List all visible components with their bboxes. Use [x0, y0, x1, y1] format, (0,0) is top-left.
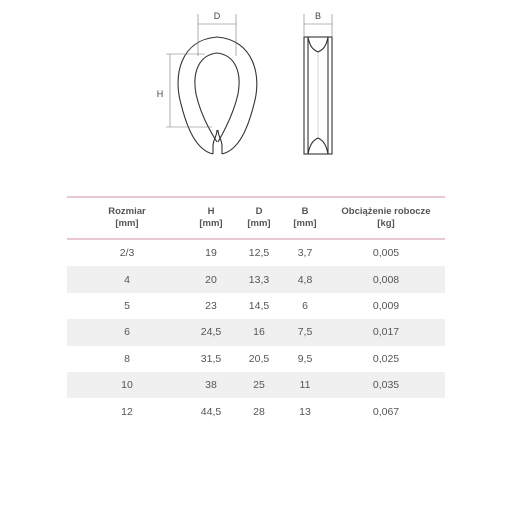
cell-load: 0,009 [372, 299, 400, 312]
header-size-unit: [mm] [115, 218, 139, 229]
cell-d: 14,5 [248, 299, 270, 312]
cell-load: 0,067 [372, 405, 400, 418]
table-header-row [67, 198, 445, 240]
cell-load: 0,005 [372, 247, 400, 260]
cell-size: 5 [124, 299, 130, 312]
header-b-unit: [mm] [293, 218, 317, 229]
specification-table [67, 196, 445, 425]
cell-d: 25 [253, 379, 265, 392]
header-h-unit: [mm] [199, 218, 223, 229]
cell-load: 0,025 [372, 352, 400, 365]
cell-d: 13,3 [248, 273, 270, 286]
header-size [67, 206, 187, 230]
dimension-h-label: H [156, 89, 164, 99]
header-b [283, 206, 327, 230]
cell-h: 24,5 [200, 326, 222, 339]
table-row [67, 319, 445, 345]
cell-h: 31,5 [200, 352, 222, 365]
cell-h: 44,5 [200, 405, 222, 418]
header-load [327, 206, 445, 230]
table-row [67, 240, 445, 266]
cell-load: 0,035 [372, 379, 400, 392]
cell-size: 6 [124, 326, 130, 339]
dimension-h [166, 54, 212, 127]
cell-h: 38 [205, 379, 217, 392]
cell-size: 8 [124, 352, 130, 365]
cell-d: 28 [253, 405, 265, 418]
table-row [67, 346, 445, 372]
cell-d: 20,5 [248, 352, 270, 365]
dimension-b-label: B [314, 11, 322, 21]
cell-d: 16 [253, 326, 265, 339]
header-d-unit: [mm] [247, 218, 271, 229]
cell-h: 23 [205, 299, 217, 312]
cell-b: 4,8 [297, 273, 313, 286]
header-h-name: H [207, 206, 215, 217]
header-h [187, 206, 235, 230]
table-row [67, 398, 445, 424]
header-d [235, 206, 283, 230]
header-load-name: Obciążenie robocze [341, 206, 431, 217]
cell-size: 12 [121, 405, 133, 418]
cell-b: 13 [299, 405, 311, 418]
header-load-unit: [kg] [377, 218, 395, 229]
cell-b: 3,7 [297, 247, 313, 260]
table-row [67, 266, 445, 292]
thimble-side-view [304, 37, 332, 154]
thimble-drawing-svg [0, 0, 512, 170]
cell-size: 4 [124, 273, 130, 286]
cell-h: 19 [205, 247, 217, 260]
table-row [67, 293, 445, 319]
cell-size: 10 [121, 379, 133, 392]
header-b-name: B [301, 206, 309, 217]
cell-load: 0,017 [372, 326, 400, 339]
cell-h: 20 [205, 273, 217, 286]
cell-b: 7,5 [297, 326, 313, 339]
cell-b: 9,5 [297, 352, 313, 365]
cell-size: 2/3 [119, 247, 135, 260]
cell-b: 11 [299, 379, 311, 392]
cell-load: 0,008 [372, 273, 400, 286]
table-row [67, 372, 445, 398]
header-size-name: Rozmiar [108, 206, 146, 217]
thimble-front-view [178, 37, 257, 154]
technical-drawing [0, 0, 512, 170]
dimension-d-label: D [213, 11, 221, 21]
cell-d: 12,5 [248, 247, 270, 260]
header-d-name: D [255, 206, 263, 217]
cell-b: 6 [302, 299, 308, 312]
